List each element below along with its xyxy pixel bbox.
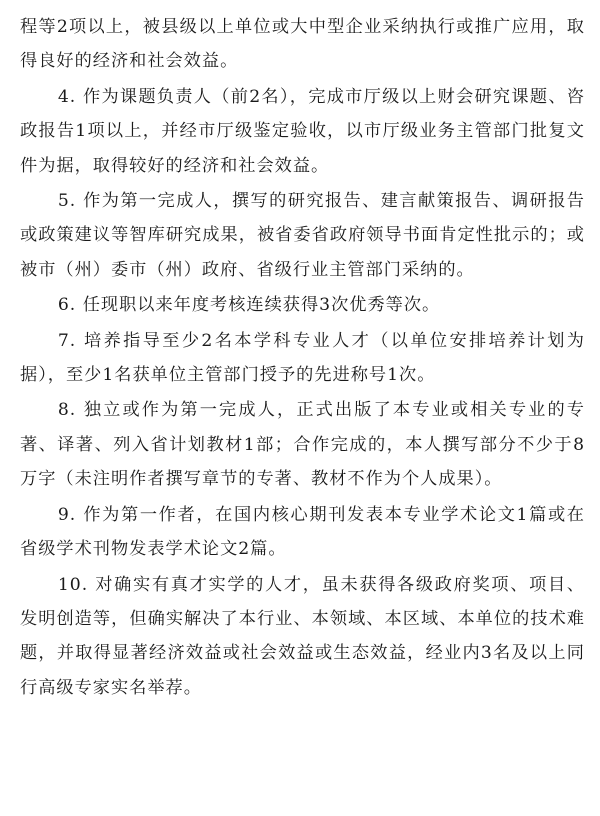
paragraph-item-5: 5. 作为第一完成人，撰写的研究报告、建言献策报告、调研报告或政策建议等智库研究成果，被省委省政府领导书面肯定性批示的；或被市（州）委市（州）政府、省级行业主管部门采纳的。 [20, 191, 585, 280]
paragraph-item-8: 8. 独立或作为第一完成人，正式出版了本专业或相关专业的专著、译著、列入省计划教材1部；合作完成的，本人撰写部分不少于8万字（未注明作者撰写章节的专著、教材不作为个人成果）。 [20, 400, 585, 490]
paragraph-item-4: 4. 作为课题负责人（前2名），完成市厅级以上财会研究课题、咨政报告1项以上，并经市厅级鉴定验收，以市厅级业务主管部门批复文件为据，取得较好的经济和社会效益。 [20, 86, 585, 176]
paragraph-item-7: 7. 培养指导至少2名本学科专业人才（以单位安排培养计划为据），至少1名获单位主管部门授予的先进称号1次。 [20, 330, 585, 386]
paragraph-continuation: 程等2项以上，被县级以上单位或大中型企业采纳执行或推广应用，取得良好的经济和社会效益。 [20, 17, 585, 72]
paragraph-item-9: 9. 作为第一作者，在国内核心期刊发表本专业学术论文1篇或在省级学术刊物发表学术论文2篇。 [20, 504, 585, 560]
paragraph-item-6: 6. 任现职以来年度考核连续获得3次优秀等次。 [57, 295, 441, 316]
paragraph-item-10: 10. 对确实有真才实学的人才，虽未获得各级政府奖项、项目、发明创造等，但确实解决了本行业、本领域、本区域、本单位的技术难题，并取得显著经济效益或社会效益或生态效益，经业内3名及以上同行高级专家实名举荐。 [20, 574, 585, 698]
document-page [20, 10, 585, 705]
